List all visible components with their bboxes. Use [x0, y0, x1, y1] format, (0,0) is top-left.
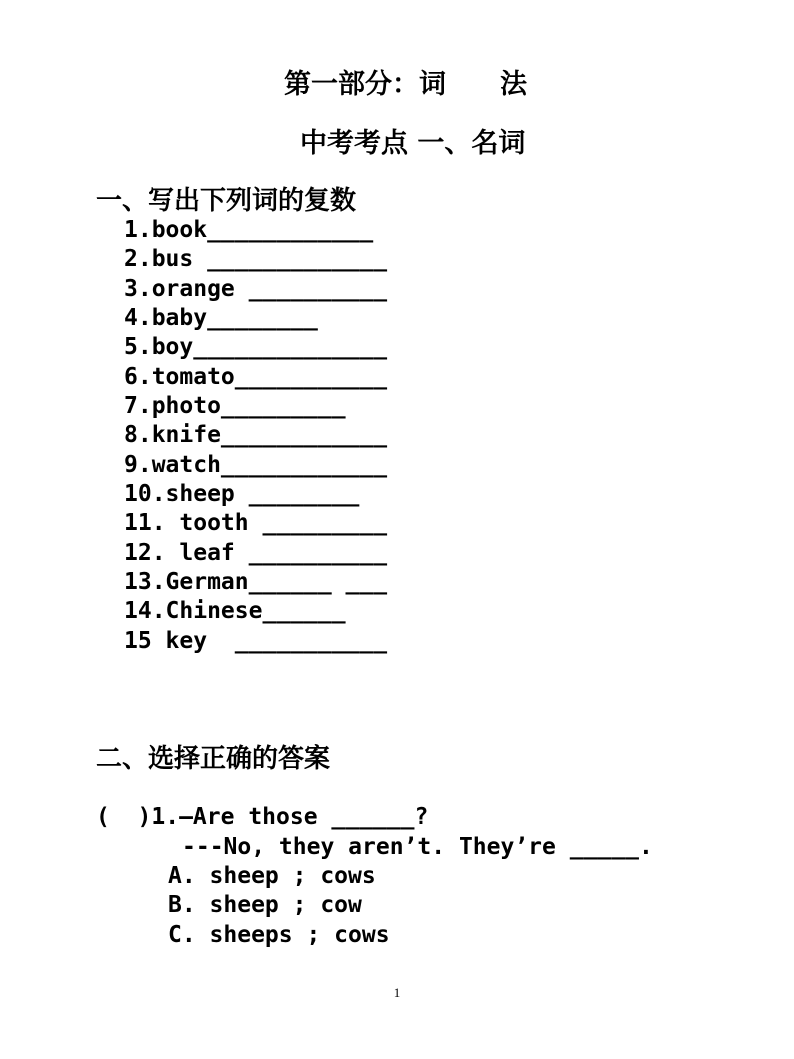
exercise-item-13: 13.German______ ___	[124, 569, 388, 595]
section-2-heading: 二、选择正确的答案	[96, 744, 331, 774]
page-number: 1	[393, 985, 401, 1000]
exercise-item-3: 3.orange __________	[124, 276, 388, 302]
exercise-item-10: 10.sheep ________	[124, 481, 360, 507]
document-title: 第一部分：词 法	[284, 69, 527, 100]
option-b: B. sheep ; cow	[168, 892, 362, 918]
exercise-item-11: 11. tooth _________	[124, 510, 388, 536]
exercise-item-2: 2.bus _____________	[124, 246, 388, 272]
exercise-item-7: 7.photo_________	[124, 393, 346, 419]
exercise-item-12: 12. leaf __________	[124, 540, 388, 566]
option-a: A. sheep ; cows	[168, 863, 376, 889]
document-subtitle: 中考考点 一、名词	[300, 128, 526, 159]
exercise-item-15: 15 key ___________	[124, 628, 388, 654]
exercise-item-1: 1.book____________	[124, 217, 374, 243]
exercise-item-5: 5.boy______________	[124, 334, 388, 360]
exercise-item-9: 9.watch____________	[124, 452, 388, 478]
option-c: C. sheeps ; cows	[168, 922, 390, 948]
question-stem: ( )1.—Are those ______?	[96, 804, 429, 830]
exercise-item-4: 4.baby________	[124, 305, 318, 331]
exercise-item-8: 8.knife____________	[124, 422, 388, 448]
exercise-item-14: 14.Chinese______	[124, 598, 346, 624]
question-reply: ---No, they aren’t. They’re _____.	[182, 834, 653, 860]
exercise-item-6: 6.tomato___________	[124, 364, 388, 390]
section-1-heading: 一、写出下列词的复数	[96, 186, 357, 216]
